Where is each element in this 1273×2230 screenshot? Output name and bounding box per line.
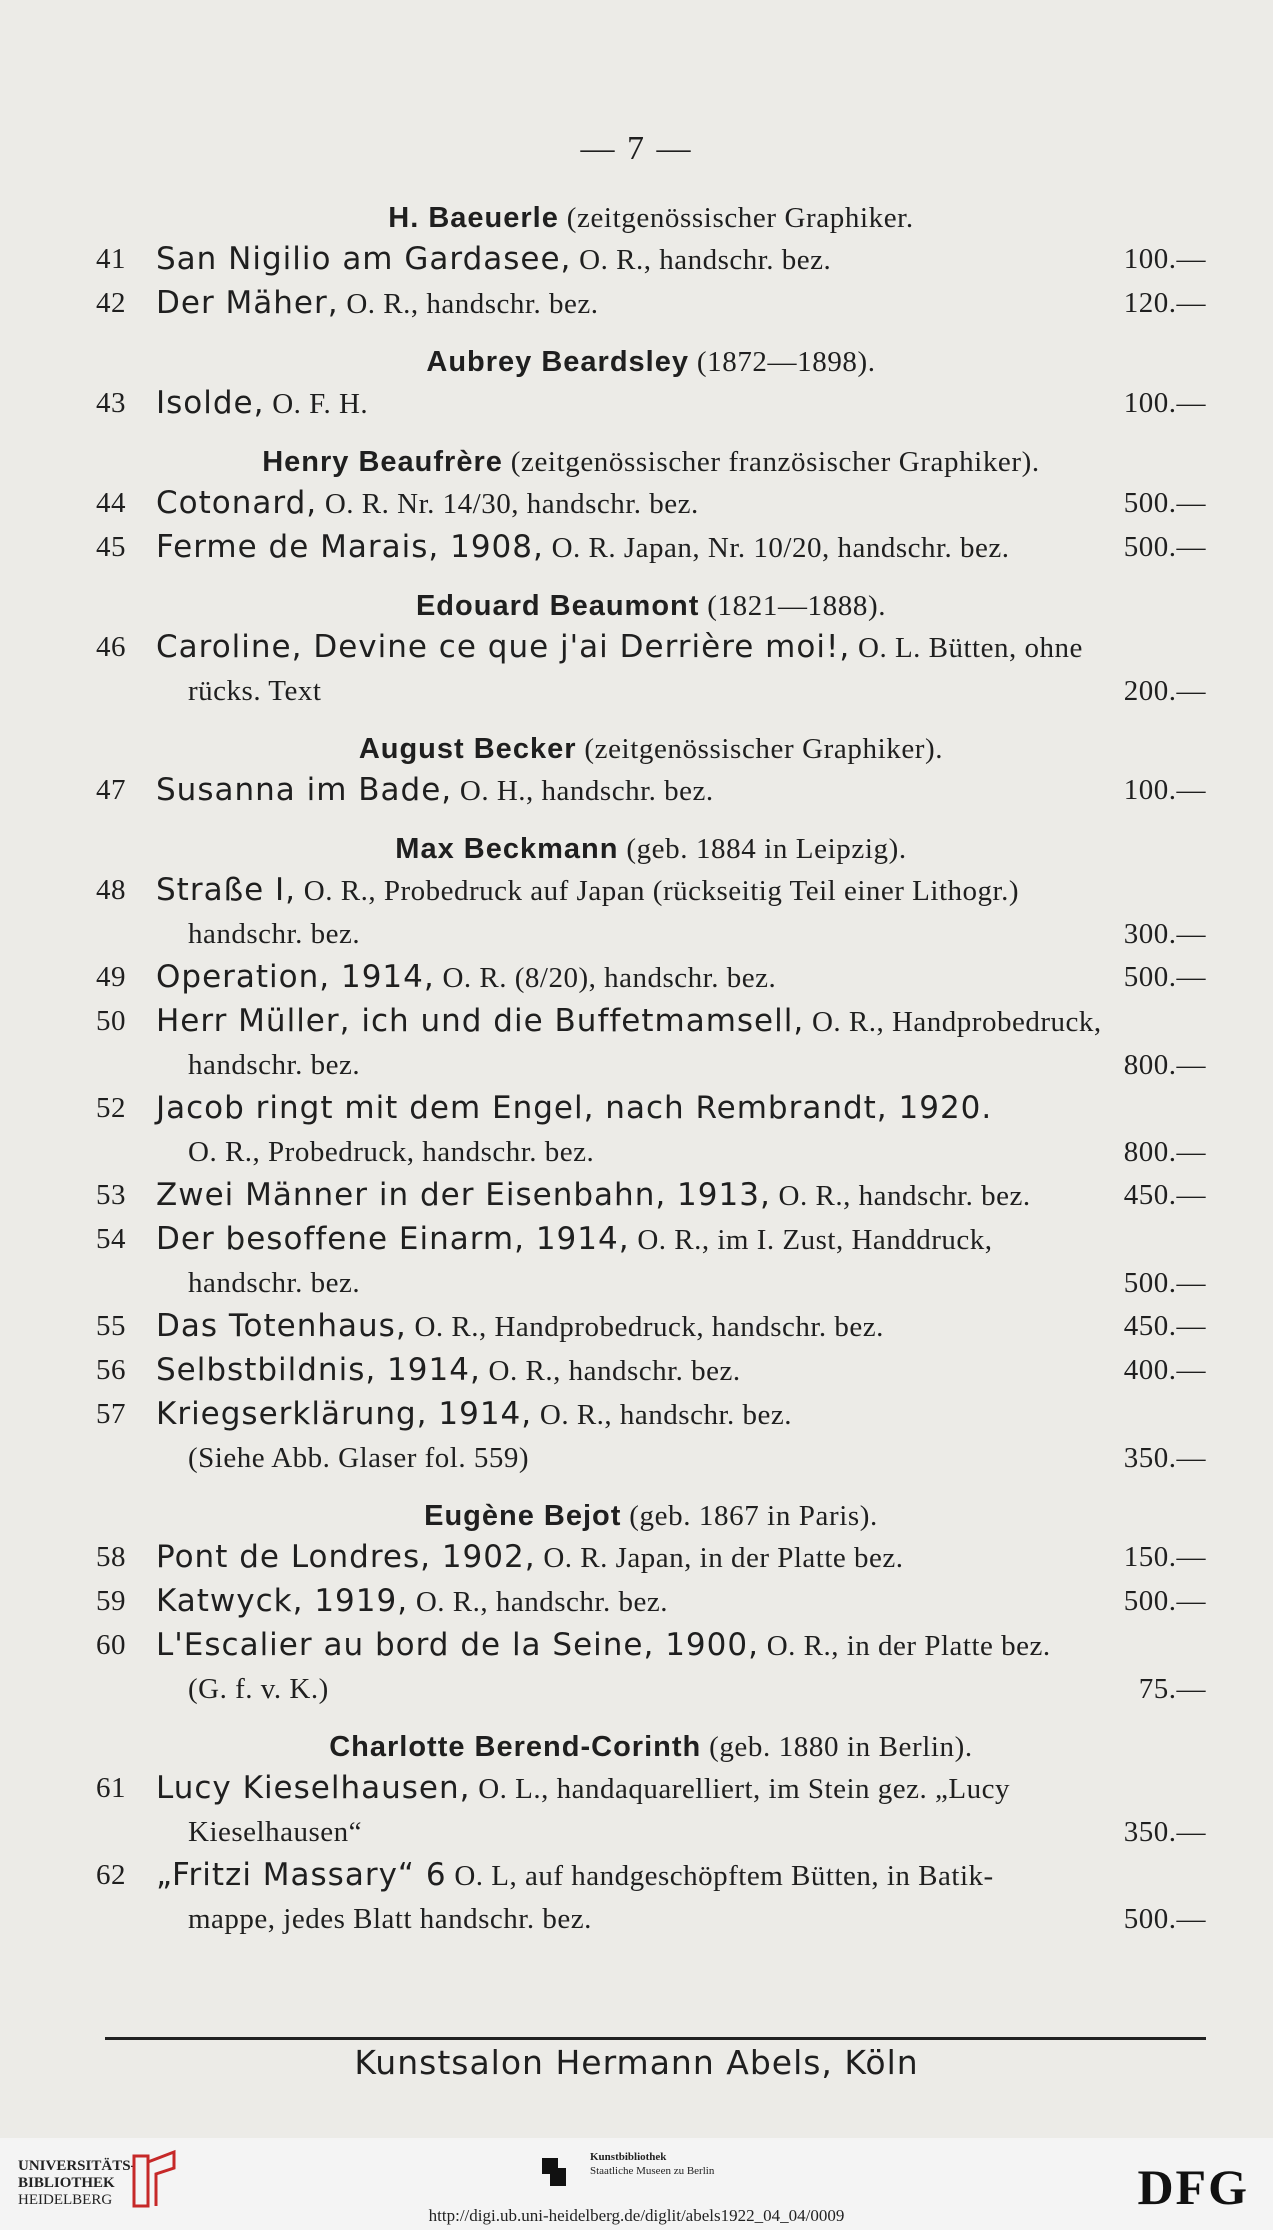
catalog-entry — [96, 382, 1206, 426]
entry-price: 300.— — [1123, 918, 1206, 950]
entry-details: O. R., handschr. bez. — [778, 1180, 1031, 1212]
entry-price: 450.— — [1123, 1310, 1206, 1342]
catalog-entry — [96, 1087, 1206, 1174]
ub-line: UNIVERSITÄTS- — [18, 2158, 136, 2174]
entry-details: O. R., handschr. bez. — [539, 1399, 793, 1431]
catalog-entry — [96, 769, 1206, 813]
entry-number: 41 — [96, 243, 126, 275]
artist-name: August Becker — [358, 733, 577, 765]
entry-number: 57 — [96, 1398, 126, 1430]
entry-details: O. R., handschr. bez. — [415, 1586, 668, 1618]
entry-continuation: rücks. Text — [188, 675, 322, 707]
entry-price: 500.— — [1123, 961, 1206, 993]
entry-title: „Fritzi Massary“ 6 — [156, 1857, 447, 1893]
footer-rule — [105, 2037, 1206, 2040]
kunstbibliothek-text[interactable] — [590, 2150, 714, 2178]
entry-price: 350.— — [1123, 1816, 1206, 1848]
catalog-entry — [96, 526, 1206, 570]
entry-details: O. R., in der Platte bez. — [766, 1630, 1051, 1662]
catalog-entry — [96, 1174, 1206, 1218]
entry-title: Pont de Londres, 1902, — [156, 1539, 536, 1575]
catalog-entry — [96, 1000, 1206, 1087]
entry-details: O. F. H. — [272, 388, 369, 420]
artist-heading — [96, 1496, 1206, 1536]
entry-number: 50 — [96, 1005, 126, 1037]
entry-price: 100.— — [1123, 387, 1206, 419]
artist-heading — [96, 342, 1206, 382]
ub-heidelberg-text[interactable] — [18, 2158, 136, 2209]
page-number: — 7 — — [580, 130, 693, 167]
ub-line: HEIDELBERG — [18, 2192, 113, 2208]
entry-number: 49 — [96, 961, 126, 993]
entry-title: Jacob ringt mit dem Engel, nach Rembrandt, 1920. — [156, 1090, 993, 1126]
entry-price: 450.— — [1123, 1179, 1206, 1211]
artist-heading — [96, 586, 1206, 626]
entry-number: 58 — [96, 1541, 126, 1573]
entry-details: O. R., Probedruck auf Japan (rückseitig Teil einer Lithogr.) — [303, 875, 1019, 907]
artist-note: (zeitgenössischer Graphiker). — [584, 733, 944, 765]
kb-line: Staatliche Museen zu Berlin — [590, 2165, 715, 2177]
entry-price: 400.— — [1123, 1354, 1206, 1386]
entry-title: Isolde, — [156, 385, 265, 421]
entry-continuation: handschr. bez. — [188, 918, 361, 950]
entry-details: O. H., handschr. bez. — [459, 775, 714, 807]
artist-name: H. Baeuerle — [388, 202, 559, 234]
catalog-entry — [96, 626, 1206, 713]
entry-details: O. R., handschr. bez. — [579, 244, 832, 276]
entry-number: 52 — [96, 1092, 126, 1124]
entry-price: 200.— — [1123, 675, 1206, 707]
entry-price: 350.— — [1123, 1442, 1206, 1474]
entry-number: 55 — [96, 1310, 126, 1342]
entry-price: 800.— — [1123, 1049, 1206, 1081]
entry-details: O. R. Nr. 14/30, handschr. bez. — [324, 488, 699, 520]
entry-price: 800.— — [1123, 1136, 1206, 1168]
entry-title: Operation, 1914, — [156, 959, 435, 995]
catalog-entry — [96, 482, 1206, 526]
catalog-entry — [96, 956, 1206, 1000]
catalog-content — [96, 198, 1206, 1941]
entry-price: 120.— — [1123, 287, 1206, 319]
catalog-entry — [96, 1624, 1206, 1711]
entry-number: 42 — [96, 287, 126, 319]
entry-details: O. R., im I. Zust, Handdruck, — [637, 1224, 993, 1256]
entry-title: Katwyck, 1919, — [156, 1583, 409, 1619]
artist-heading — [96, 198, 1206, 238]
entry-title: Caroline, Devine ce que j'ai Derrière moi!, — [156, 629, 851, 665]
entry-title: L'Escalier au bord de la Seine, 1900, — [156, 1627, 759, 1663]
entry-title: Lucy Kieselhausen, — [156, 1770, 471, 1806]
dfg-logo[interactable]: DFG — [1137, 2159, 1249, 2215]
artist-name: Eugène Bejot — [424, 1500, 622, 1532]
footer-text: Kunstsalon Hermann Abels, Köln — [354, 2043, 919, 2082]
artist-name: Aubrey Beardsley — [426, 346, 689, 378]
ub-line: BIBLIOTHEK — [18, 2175, 115, 2191]
catalog-entry — [96, 1305, 1206, 1349]
entry-title: Herr Müller, ich und die Buffetmamsell, — [156, 1003, 805, 1039]
artist-note: (zeitgenössischer Graphiker. — [566, 202, 914, 234]
entry-details: O. L, auf handgeschöpftem Bütten, in Batik- — [454, 1860, 994, 1892]
artist-heading — [96, 729, 1206, 769]
entry-details: O. L. Bütten, ohne — [858, 632, 1083, 664]
artist-note: (zeitgenössischer französischer Graphiker). — [510, 446, 1040, 478]
entry-number: 61 — [96, 1772, 126, 1804]
catalog-entry — [96, 1349, 1206, 1393]
entry-price: 500.— — [1123, 487, 1206, 519]
kb-line: Kunstbibliothek — [590, 2151, 667, 2163]
catalog-entry — [96, 1393, 1206, 1480]
entry-continuation: mappe, jedes Blatt handschr. bez. — [188, 1903, 592, 1935]
entry-details: O. R., handschr. bez. — [346, 288, 599, 320]
entry-title: Zwei Männer in der Eisenbahn, 1913, — [156, 1177, 771, 1213]
entry-continuation: handschr. bez. — [188, 1049, 361, 1081]
entry-price: 100.— — [1123, 243, 1206, 275]
entry-price: 75.— — [1138, 1673, 1206, 1705]
entry-details: O. R. Japan, Nr. 10/20, handschr. bez. — [551, 532, 1010, 564]
entry-title: Susanna im Bade, — [156, 772, 453, 808]
artist-note: (geb. 1880 in Berlin). — [709, 1731, 973, 1763]
entry-details: O. R., Handprobedruck, handschr. bez. — [414, 1311, 884, 1343]
entry-title: Straße I, — [156, 872, 297, 908]
entry-title: Kriegserklärung, 1914, — [156, 1396, 533, 1432]
entry-number: 47 — [96, 774, 126, 806]
artist-name: Henry Beaufrère — [262, 446, 503, 478]
entry-title: Der besoffene Einarm, 1914, — [156, 1221, 630, 1257]
entry-title: San Nigilio am Gardasee, — [156, 241, 572, 277]
artist-name: Edouard Beaumont — [415, 590, 700, 622]
catalog-entry — [96, 1767, 1206, 1854]
entry-price: 100.— — [1123, 774, 1206, 806]
entry-title: Ferme de Marais, 1908, — [156, 529, 544, 565]
catalog-entry — [96, 238, 1206, 282]
entry-details: O. R., Handprobedruck, — [811, 1006, 1102, 1038]
entry-continuation: (G. f. v. K.) — [188, 1673, 329, 1705]
entry-details: O. R. (8/20), handschr. bez. — [442, 962, 777, 994]
artist-name: Charlotte Berend-Corinth — [329, 1731, 702, 1763]
entry-number: 43 — [96, 387, 126, 419]
entry-title: Das Totenhaus, — [156, 1308, 407, 1344]
entry-details: O. R. Japan, in der Platte bez. — [543, 1542, 904, 1574]
artist-heading — [96, 442, 1206, 482]
entry-price: 150.— — [1123, 1541, 1206, 1573]
kunstbibliothek-logo-icon[interactable] — [542, 2152, 570, 2188]
artist-heading — [96, 1727, 1206, 1767]
artist-name: Max Beckmann — [395, 833, 619, 865]
entry-number: 48 — [96, 874, 126, 906]
entry-number: 44 — [96, 487, 126, 519]
artist-heading — [96, 829, 1206, 869]
entry-price: 500.— — [1123, 1267, 1206, 1299]
catalog-entry — [96, 1218, 1206, 1305]
entry-continuation: O. R., Probedruck, handschr. bez. — [188, 1136, 595, 1168]
catalog-entry — [96, 869, 1206, 956]
entry-number: 59 — [96, 1585, 126, 1617]
permalink-url[interactable]: http://digi.ub.uni-heidelberg.de/diglit/abels1922_04_04/0009 — [428, 2206, 845, 2225]
entry-title: Selbstbildnis, 1914, — [156, 1352, 481, 1388]
artist-note: (geb. 1867 in Paris). — [629, 1500, 878, 1532]
artist-note: (1821—1888). — [707, 590, 887, 622]
entry-price: 500.— — [1123, 1585, 1206, 1617]
artist-note: (1872—1898). — [696, 346, 876, 378]
entry-continuation: handschr. bez. — [188, 1267, 361, 1299]
entry-number: 56 — [96, 1354, 126, 1386]
artist-note: (geb. 1884 in Leipzig). — [626, 833, 907, 865]
catalog-entry — [96, 1580, 1206, 1624]
entry-title: Der Mäher, — [156, 285, 339, 321]
catalog-entry — [96, 1536, 1206, 1580]
ub-logo-icon[interactable] — [128, 2148, 180, 2214]
catalog-entry — [96, 1854, 1206, 1941]
entry-number: 54 — [96, 1223, 126, 1255]
entry-number: 53 — [96, 1179, 126, 1211]
entry-number: 62 — [96, 1859, 126, 1891]
entry-price: 500.— — [1123, 1903, 1206, 1935]
entry-details: O. R., handschr. bez. — [488, 1355, 741, 1387]
entry-price: 500.— — [1123, 531, 1206, 563]
entry-details: O. L., handaquarelliert, im Stein gez. „Lucy — [478, 1773, 1010, 1805]
entry-number: 46 — [96, 631, 126, 663]
entry-number: 45 — [96, 531, 126, 563]
entry-continuation: Kieselhausen“ — [188, 1816, 362, 1848]
entry-continuation: (Siehe Abb. Glaser fol. 559) — [188, 1442, 529, 1474]
catalog-entry — [96, 282, 1206, 326]
entry-number: 60 — [96, 1629, 126, 1661]
entry-title: Cotonard, — [156, 485, 318, 521]
